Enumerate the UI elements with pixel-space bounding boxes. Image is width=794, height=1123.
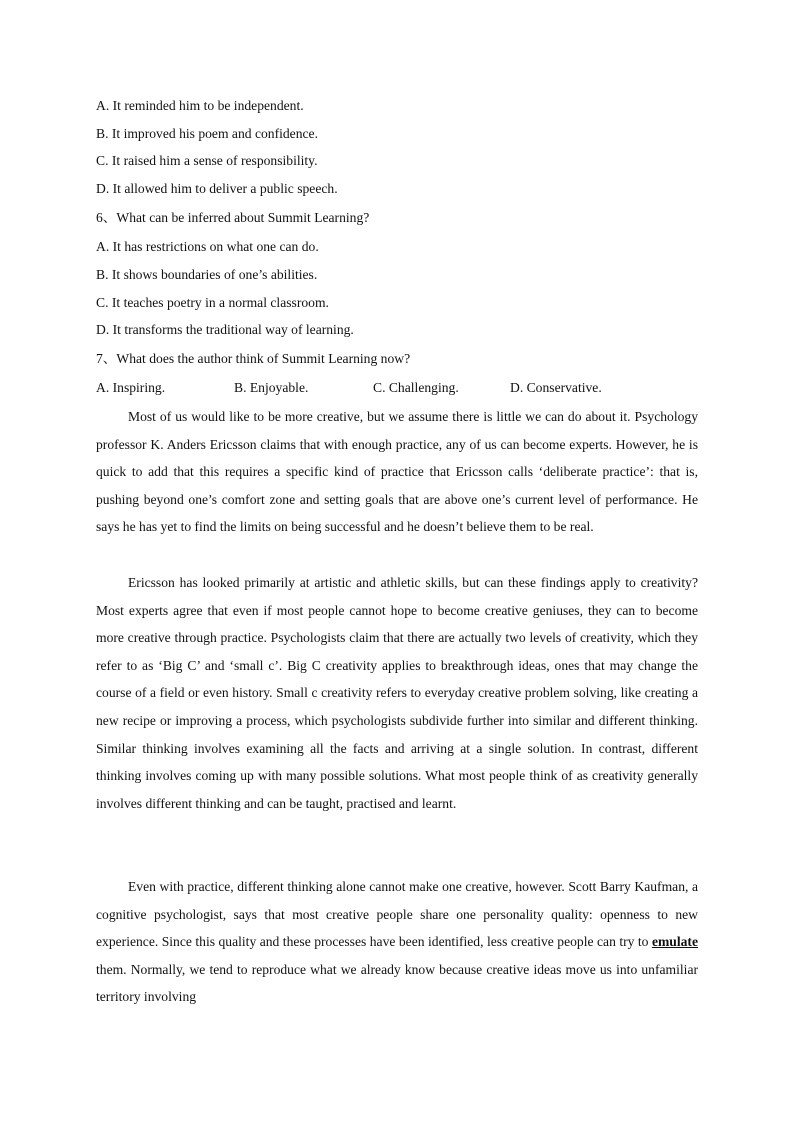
q7-question: 7、What does the author think of Summit Learning now?: [96, 351, 411, 366]
emulate-highlight: emulate: [651, 934, 698, 950]
q6-option-d: D. It transforms the traditional way of learning.: [96, 322, 354, 337]
paragraph-1-text: Most of us would like to be more creative, but we assume there is little we can do about it. Psychology professor K. Anders Ericsson claims that with enough practice, any of us can become experts. However, he is quick to add that this requires a specific kind of practice that Ericsson calls ‘deliberate practice’: that is, pushing beyond one’s comfort zone and setting goals that are above one’s current level of performance. He says he has yet to find the limits on being successful and he doesn’t believe them to be real.: [96, 409, 698, 535]
passage-paragraph-1: [96, 403, 698, 541]
q6-option-b: B. It shows boundaries of one’s abilities.: [96, 267, 318, 282]
q6-option-a: A. It has restrictions on what one can do.: [96, 239, 319, 254]
q5-option-c: C. It raised him a sense of responsibility.: [96, 153, 318, 168]
paragraph-2-text: Ericsson has looked primarily at artistic and athletic skills, but can these findings apply to creativity? Most experts agree that even if most people cannot hope to become creative geniuses, they can to become more creative through practice. Psychologists claim that there are actually two levels of creativity, which they refer to as ‘Big C’ and ‘small c’. Big C creativity applies to breakthrough ideas, ones that may change the course of a field or even history. Small c creativity refers to everyday creative problem solving, like creating a new recipe or improving a process, which psychologists subdivide further into similar and different thinking. Similar thinking involves examining all the facts and arriving at a single solution. In contrast, different thinking involves coming up with many possible solutions. What most people think of as creativity generally involves different thinking and can be taught, practised and learnt.: [96, 575, 698, 811]
passage-paragraph-2: [96, 569, 698, 817]
q7-option-b: B. Enjoyable.: [234, 380, 309, 395]
q5-option-b: B. It improved his poem and confidence.: [96, 126, 318, 141]
q5-option-a: A. It reminded him to be independent.: [96, 98, 304, 113]
paragraph-3-text-end: them. Normally, we tend to reproduce what we already know because creative ideas move us into unfamiliar territory involving: [96, 961, 698, 1005]
q7-option-a: A. Inspiring.: [96, 380, 166, 395]
q7-option-c: C. Challenging.: [373, 380, 459, 395]
paragraph-3-text-start: Even with practice, different thinking alone cannot make one creative, however. Scott Barry Kaufman, a cognitive psychologist, says that most creative people share one personality quality: openness to new experience. Since this quality and these processes have been identified, less creative people can try to: [96, 879, 698, 950]
q7-option-d: D. Conservative.: [510, 380, 602, 395]
q6-option-c: C. It teaches poetry in a normal classroom.: [96, 295, 329, 310]
q7-options-row: [96, 380, 656, 400]
q5-option-d: D. It allowed him to deliver a public speech.: [96, 181, 338, 196]
passage-paragraph-3: [96, 873, 698, 1011]
q6-question: 6、What can be inferred about Summit Learning?: [96, 210, 370, 225]
